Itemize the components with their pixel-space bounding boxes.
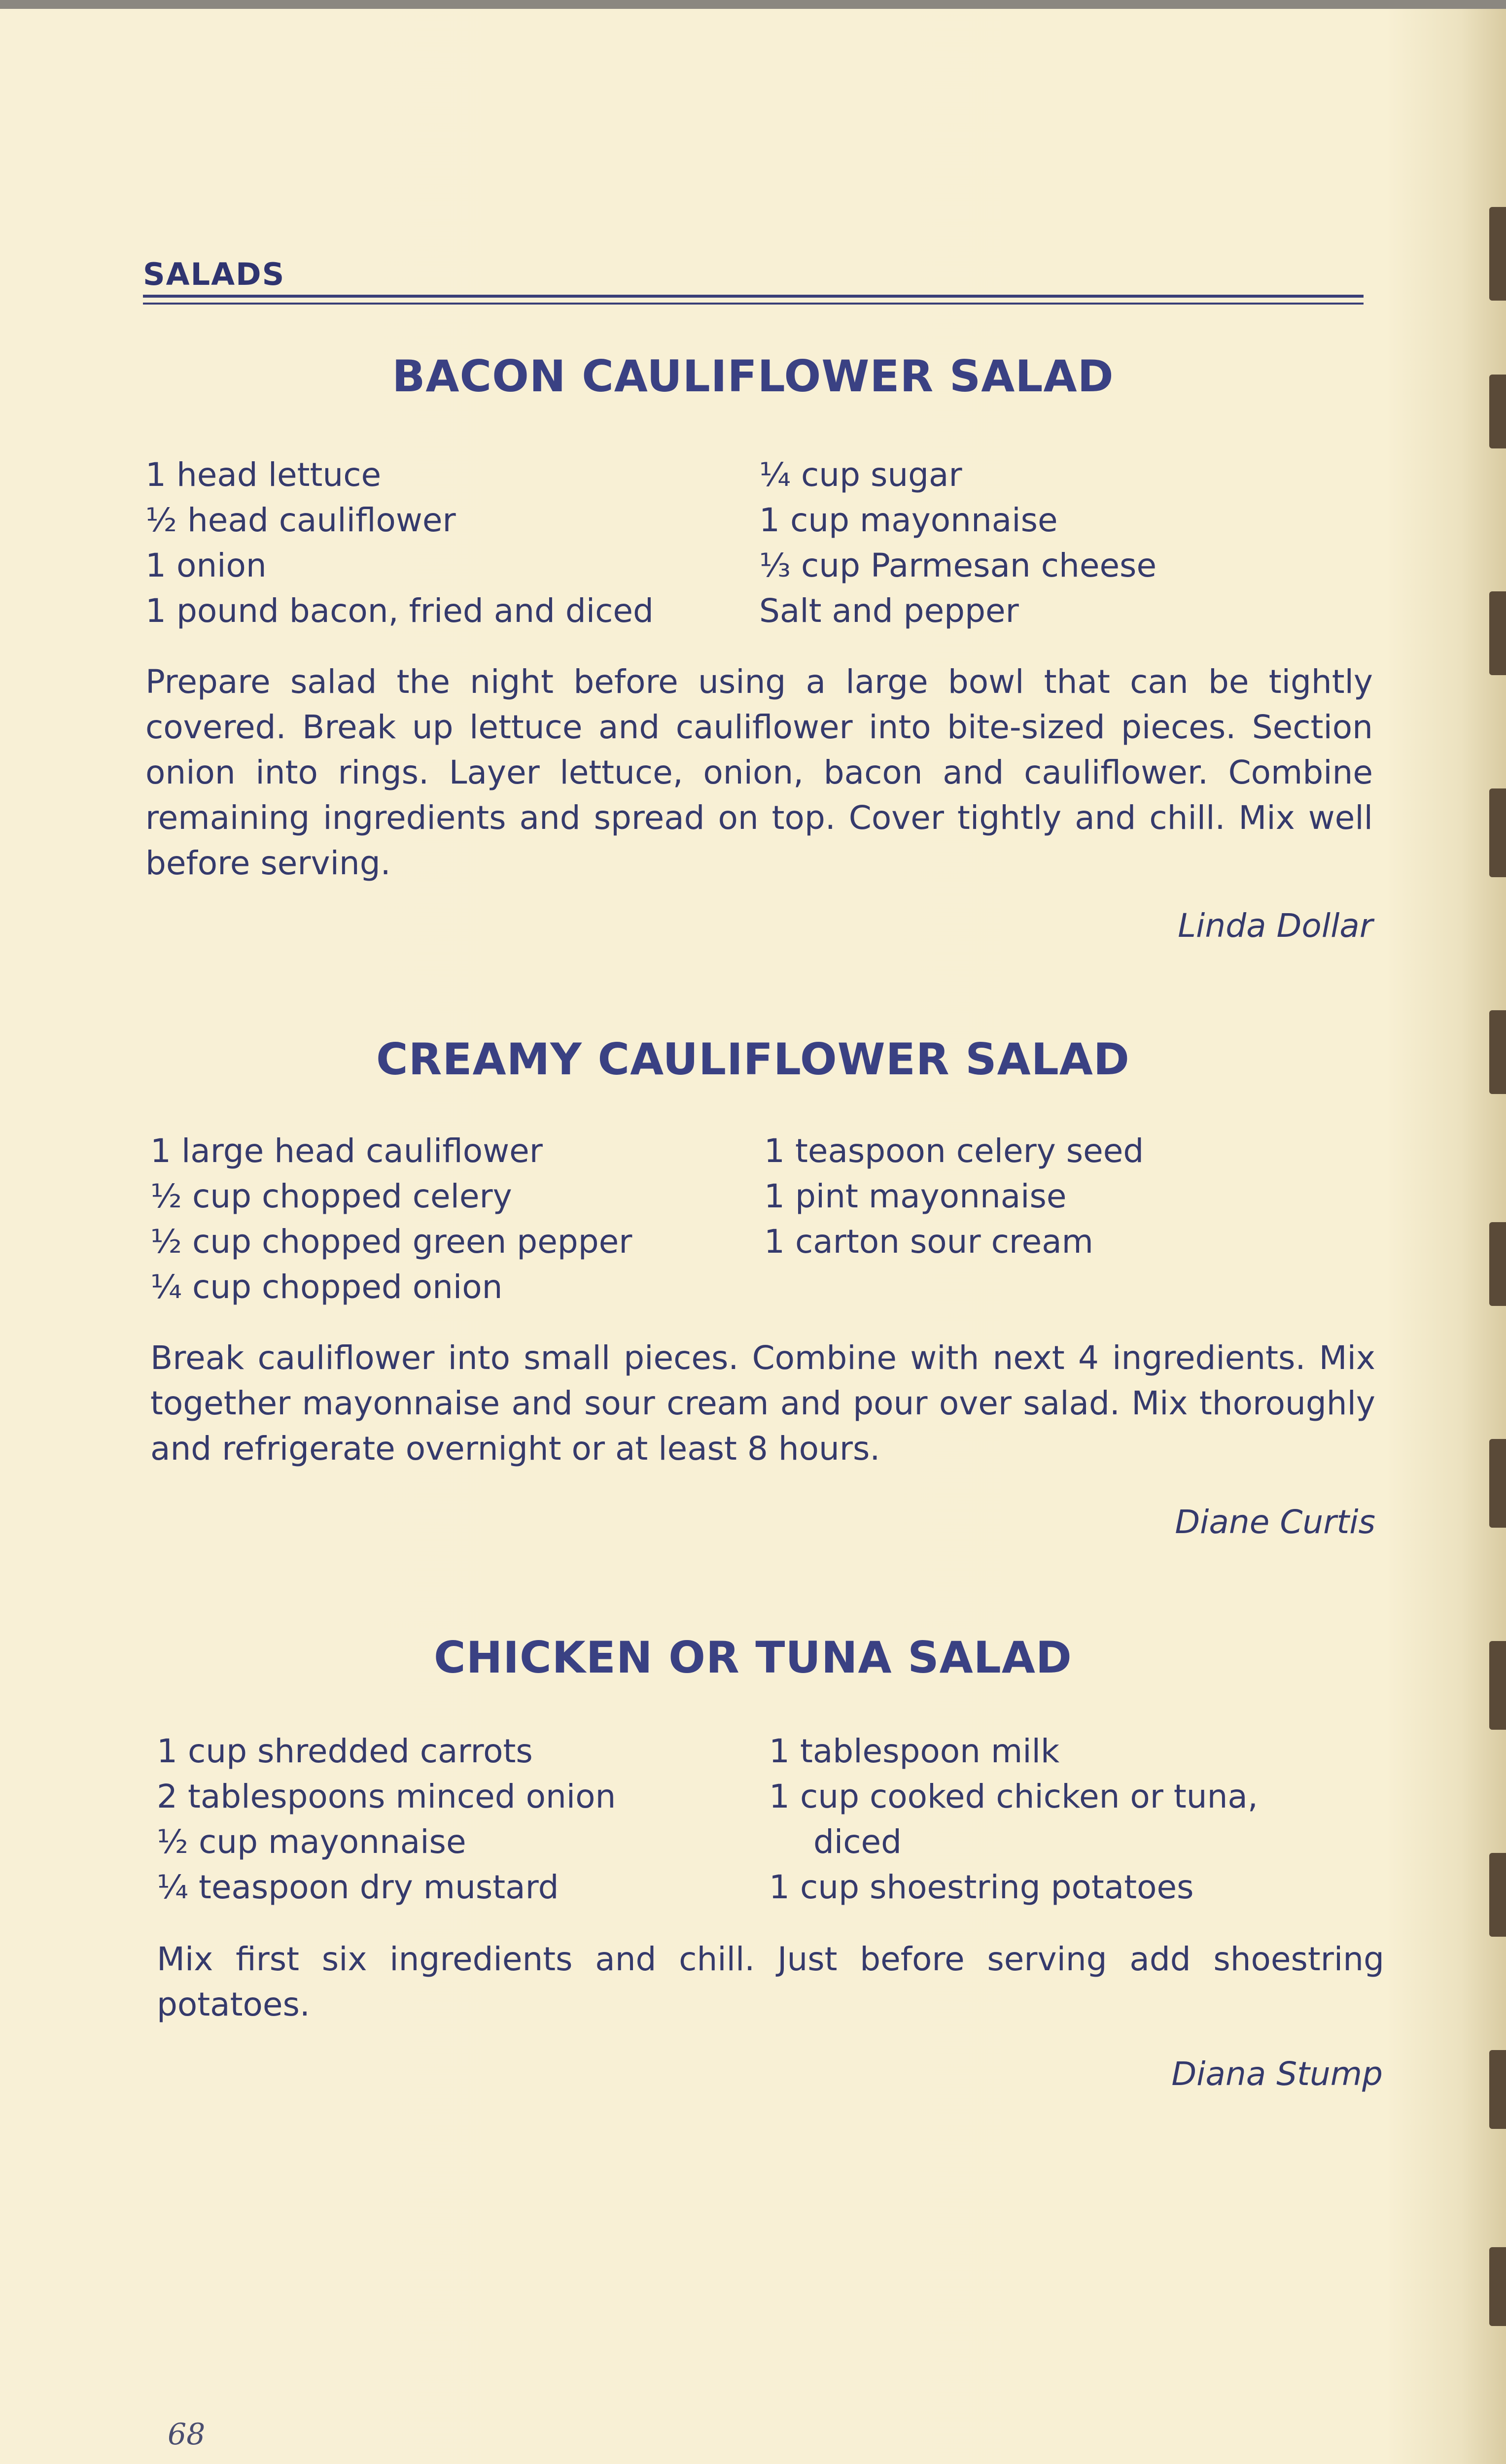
ingredient: 1 cup shredded carrots [157, 1732, 533, 1770]
ingredient: 1 cup cooked chicken or tuna, [769, 1778, 1258, 1815]
recipe-author: Diana Stump [1171, 2055, 1383, 2093]
header-rule [143, 303, 1364, 305]
binding-mark [1489, 207, 1506, 301]
ingredient: 1 tablespoon milk [769, 1732, 1060, 1770]
recipe-directions: Mix first six ingredients and chill. Just before serving add shoestring potatoes. [157, 1940, 1384, 2023]
ingredient: 1 pound bacon, fried and diced [145, 592, 654, 630]
ingredient: 1 onion [145, 547, 267, 584]
recipe-title: CHICKEN OR TUNA SALAD [434, 1632, 1072, 1683]
binding-mark [1489, 788, 1506, 877]
ingredient: Salt and pepper [759, 592, 1019, 630]
ingredient: 1 carton sour cream [764, 1223, 1093, 1261]
recipe-author: Linda Dollar [1178, 907, 1373, 945]
ingredient-list-left [145, 452, 654, 634]
ingredient-list-left [157, 1729, 616, 1910]
ingredient: 1 teaspoon celery seed [764, 1132, 1144, 1170]
recipe-title: CREAMY CAULIFLOWER SALAD [376, 1034, 1130, 1085]
ingredient: ½ cup chopped green pepper [150, 1223, 632, 1261]
page-number: 68 [168, 2417, 206, 2452]
binding-mark [1489, 2247, 1506, 2326]
binding-mark [1489, 1439, 1506, 1528]
ingredient-list-left [150, 1129, 632, 1310]
ingredient: 1 head lettuce [145, 456, 382, 494]
recipe-directions: Break cauliflower into small pieces. Combine with next 4 ingredients. Mix together mayonnaise and sour cream and pour over salad. Mix thoroughly and refrigerate overnight or at least 8 hours. [150, 1339, 1375, 1468]
ingredient: ½ cup mayonnaise [157, 1823, 466, 1861]
binding-mark [1489, 2050, 1506, 2129]
binding-mark [1489, 1222, 1506, 1306]
ingredient: 1 cup shoestring potatoes [769, 1868, 1194, 1906]
recipe-directions: Prepare salad the night before using a large bowl that can be tightly covered. Break up lettuce and cauliflower into bite-sized pieces. Section onion into rings. Layer lettuce, onion, bacon and cauliflower. Combine remaining ingredients and spread on top. Cover tightly and chill. Mix well before serving. [145, 663, 1373, 882]
ingredient: ½ cup chopped celery [150, 1177, 512, 1215]
section-header: SALADS [143, 256, 285, 292]
ingredient: ¼ cup chopped onion [150, 1268, 503, 1306]
ingredient: diced [813, 1823, 902, 1861]
ingredient-list-right [759, 452, 1156, 634]
recipe-author: Diane Curtis [1175, 1503, 1375, 1541]
page-top-edge [0, 0, 1506, 9]
ingredient-list-right [769, 1729, 1258, 1910]
ingredient-list-right [764, 1129, 1144, 1265]
ingredient: ¼ cup sugar [759, 456, 962, 494]
recipe-title: BACON CAULIFLOWER SALAD [392, 351, 1114, 402]
ingredient: 2 tablespoons minced onion [157, 1778, 616, 1815]
binding-mark [1489, 1853, 1506, 1937]
ingredient: ⅓ cup Parmesan cheese [759, 547, 1157, 584]
ingredient: ½ head cauliflower [145, 501, 456, 539]
ingredient: 1 cup mayonnaise [759, 501, 1058, 539]
ingredient: 1 pint mayonnaise [764, 1177, 1067, 1215]
header-rule [143, 295, 1364, 298]
ingredient: 1 large head cauliflower [150, 1132, 543, 1170]
ingredient: ¼ teaspoon dry mustard [157, 1868, 559, 1906]
binding-mark [1489, 591, 1506, 675]
